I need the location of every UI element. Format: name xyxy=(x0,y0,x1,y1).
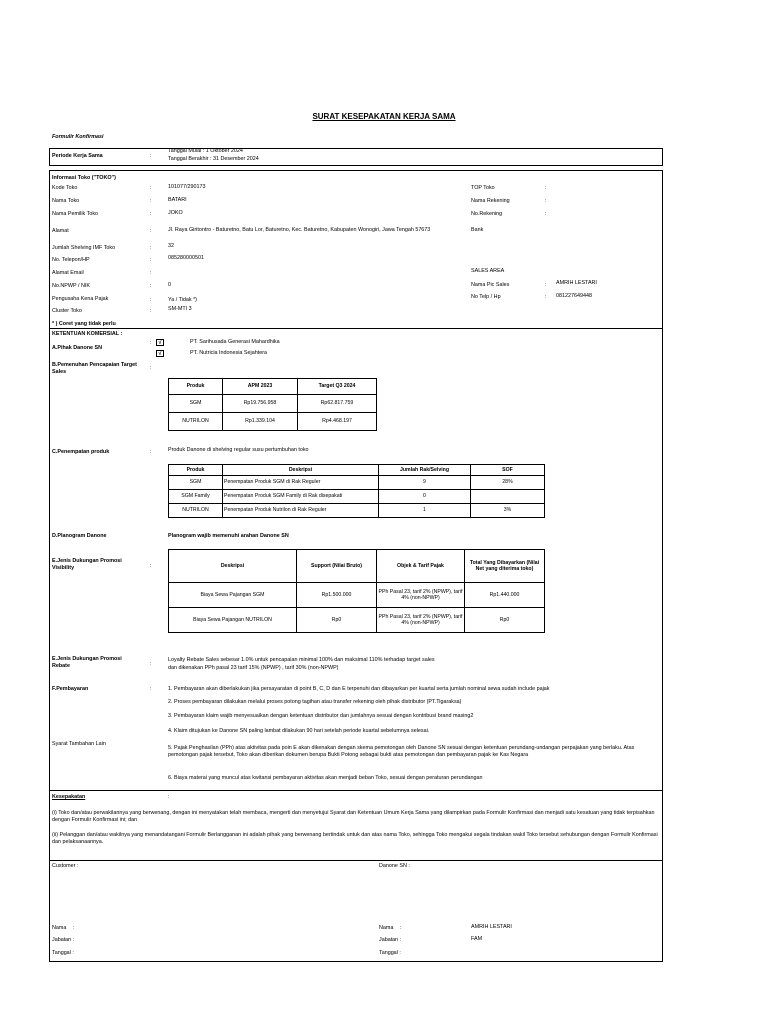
colon: : xyxy=(150,449,152,455)
colon: : xyxy=(150,198,152,204)
payment-item: 3. Pembayaran klaim wajib menyesuaikan dengan ketentuan distributor dan jumlahnya sesuai dengan kontribusi brand masing2 xyxy=(168,713,474,719)
table-cell: 3% xyxy=(471,504,545,518)
planogram-label: D.Planogram Danone xyxy=(52,533,107,539)
store-code: 101077/290173 xyxy=(168,184,206,190)
store-field-label: Jumlah Shelving IMF Toko xyxy=(52,245,116,251)
colon: : xyxy=(150,297,152,303)
table-cell: SGM xyxy=(169,395,223,413)
colon: : xyxy=(545,198,547,204)
store-header: Informasi Toko ("TOKO") xyxy=(52,175,116,181)
store-phone: 085280000501 xyxy=(168,255,204,261)
colon: : xyxy=(150,340,152,346)
colon: : xyxy=(150,257,152,263)
table-header: Deskripsi xyxy=(169,550,297,583)
colon: : xyxy=(150,185,152,191)
table-header: APM 2023 xyxy=(223,379,298,395)
table-cell: Biaya Sewa Pajangan SGM xyxy=(169,583,297,608)
position-label: Jabatan : xyxy=(379,937,402,943)
rebate-desc-line: dan dikenakan PPh pasal 23 tarif 15% (NPWP) , tarif 30% (non-NPWP) xyxy=(168,665,339,671)
top-label: TOP Toko xyxy=(471,185,495,191)
divider xyxy=(49,860,663,861)
agreement-label: Kesepakatan xyxy=(52,794,86,800)
party-name: PT. Nutricia Indonesia Sejahtera xyxy=(190,350,268,356)
table-cell: Penempatan Produk SGM Family di Rak disepakati xyxy=(223,490,379,504)
date-label: Tanggal : xyxy=(52,950,74,956)
table-cell: Biaya Sewa Pajangan NUTRILON xyxy=(169,608,297,633)
divider xyxy=(49,328,663,329)
colon: : xyxy=(73,925,75,931)
colon: : xyxy=(545,282,547,288)
sales-area-header: SALES AREA xyxy=(471,268,505,274)
payment-item: 4. Klaim ditujukan ke Danone SN paling lambat dilakukan 90 hari setelah periode kuartal sebelumnya selesai. xyxy=(168,728,430,734)
table-cell: NUTRILON xyxy=(169,504,223,518)
store-field-label: Alamat xyxy=(52,228,69,234)
colon: : xyxy=(150,270,152,276)
checkbox[interactable]: √ xyxy=(156,339,164,346)
table-cell: Rp4.468.197 xyxy=(298,413,377,431)
name-label: Nama xyxy=(379,925,394,931)
table-cell: Penempatan Produk Nutrilon di Rak Reguler xyxy=(223,504,379,518)
placement-desc: Produk Danone di shelving regular susu pertumbuhan toko xyxy=(168,447,309,453)
form-label: Formulir Konfirmasi xyxy=(52,134,104,140)
customer-label: Customer : xyxy=(52,863,79,869)
rebate-label: E.Jenis Dukungan Promosi Rebate xyxy=(52,656,122,669)
sales-phone-label: No Telp / Hp xyxy=(471,294,501,300)
store-field-label: No. Telepon/HP xyxy=(52,257,90,263)
table-header: Target Q3 2024 xyxy=(298,379,377,395)
table-cell: Rp1.339.104 xyxy=(223,413,298,431)
table-cell: 0 xyxy=(379,490,471,504)
sales-phone-value: 081227649448 xyxy=(556,293,592,299)
document-title: SURAT KESEPAKATAN KERJA SAMA xyxy=(312,112,456,121)
table-header: Objek & Tarif Pajak xyxy=(377,550,465,583)
period-start: Tanggal Mulai : 1 Oktober 2024 xyxy=(168,148,243,154)
store-shelving: 32 xyxy=(168,243,174,249)
date-label: Tanggal : xyxy=(379,950,401,956)
table-cell: Rp0 xyxy=(465,608,545,633)
payment-item: 6. Biaya materai yang muncul atas kwitansi pembayaran aktivitas akan menjadi beban Toko, sesuai dengan peraturan perundangan xyxy=(168,775,483,781)
colon: : xyxy=(150,153,152,159)
planogram-desc: Planogram wajib memenuhi arahan Danone SN xyxy=(168,533,289,539)
store-pkp: Ya / Tidak *) xyxy=(168,297,197,303)
agreement-item: (ii) Pelanggan dan/atau wakilnya yang menandatangani Formulir Berlangganan ini adalah pihak yang berwenang bertindak untuk dan atas nama Toko, sehingga Toko mengakui segala tindakan wakil Toko tersebut sehubungan dengan Formulir Konfirmasi dan pelaksanaannya. xyxy=(52,832,658,845)
visibility-label: E.Jenis Dukungan Promosi Visibility xyxy=(52,558,122,571)
store-address: Jl. Raya Giritontro - Baturetno, Batu Lor, Baturetno, Kec. Baturetno, Kabupaten Wonogiri, Jawa Tengah 57673 xyxy=(168,227,431,233)
bank-label: Bank xyxy=(471,227,484,233)
table-cell: Rp1.440.000 xyxy=(465,583,545,608)
table-header: Support (Nilai Bruto) xyxy=(297,550,377,583)
table-cell xyxy=(471,490,545,504)
colon: : xyxy=(150,686,152,692)
colon: : xyxy=(150,308,152,314)
table-cell: Rp1.500.000 xyxy=(297,583,377,608)
agreement-item: (i) Toko dan/atau perwakilannya yang berwenang, dengan ini menyatakan telah membaca, mengerti dan menyetujui Syarat dan Ketentuan Umum Kerja Sama yang dilampirkan pada Formulir Konfirmasi dan menjadi satu kesatuan yang tidak terpisahkan dengan Formulir Konfirmasi ini; dan xyxy=(52,810,655,823)
table-cell: Rp19.756.958 xyxy=(223,395,298,413)
colon: : xyxy=(150,245,152,251)
name-label: Nama xyxy=(52,925,67,931)
table-cell: 28% xyxy=(471,476,545,490)
store-note: * ) Coret yang tidak perlu xyxy=(52,321,116,327)
sales-pic-label: Nama Pic Sales xyxy=(471,282,510,288)
table-cell: Penempatan Produk SGM di Rak Reguler xyxy=(223,476,379,490)
account-number-label: No.Rekening xyxy=(471,211,503,217)
colon: : xyxy=(150,563,152,569)
table-cell: 9 xyxy=(379,476,471,490)
table-header: SOF xyxy=(471,465,545,476)
target-table xyxy=(168,378,377,431)
checkbox[interactable]: √ xyxy=(156,350,164,357)
period-label: Periode Kerja Sama xyxy=(52,153,103,159)
party-label: A.Pihak Danone SN xyxy=(52,345,103,351)
table-cell: Rp0 xyxy=(297,608,377,633)
placement-table xyxy=(168,464,545,518)
store-field-label: Nama Pemilik Toko xyxy=(52,211,99,217)
placement-label: C.Penempatan produk xyxy=(52,449,110,455)
payment-item: 1. Pembayaran akan diberlakukan jika persayaratan di point B, C, D dan E terpenuhi dan dibayarkan per kuartal serta jumlah nominal sewa sudah include pajak xyxy=(168,686,550,692)
colon: : xyxy=(150,211,152,217)
target-label: B.Pemenuhan Pencapaian Target Sales xyxy=(52,362,137,375)
table-header: Produk xyxy=(169,379,223,395)
store-cluster: SM-MTI 3 xyxy=(168,306,192,312)
signer-name: AMRIH LESTARI xyxy=(471,924,512,930)
payment-label: F.Pembayaran xyxy=(52,686,89,692)
colon: : xyxy=(150,365,152,371)
position-label: Jabatan : xyxy=(52,937,75,943)
colon: : xyxy=(545,185,547,191)
store-name: BATARI xyxy=(168,197,187,203)
store-owner: JOKO xyxy=(168,210,183,216)
table-cell: 1 xyxy=(379,504,471,518)
divider xyxy=(49,790,663,791)
store-field-label: No.NPWP / NIK xyxy=(52,283,90,289)
rebate-desc-line: Loyalty Rebate Sales sebesar 1.0% untuk pencapaian minimal 100% dan maksimal 110% terhadap target sales xyxy=(168,657,435,663)
table-cell: SGM Family xyxy=(169,490,223,504)
table-header: Deskripsi xyxy=(223,465,379,476)
colon: : xyxy=(168,794,170,800)
table-cell: SGM xyxy=(169,476,223,490)
period-section xyxy=(49,148,663,166)
store-field-label: Cluster Toko xyxy=(52,308,82,314)
table-header: Jumlah Rak/Selving xyxy=(379,465,471,476)
payment-item: 5. Pajak Penghasilan (PPh) atas aktivitas pada poin E akan dikenakan dengan skema pemotongan oleh Danone SN sesuai dengan ketentuan perundang-undangan perpajakan yang berlaku. Atas pemotongan pajak tersebut, Toko akan diberikan dokumen berupa Bukti Potong sebagai bukti atas pemotongan dan pembayaran pajak ke Kas Negara xyxy=(168,745,635,758)
period-end: Tanggal Berakhir : 31 Desember 2024 xyxy=(168,156,259,162)
store-npwp: 0 xyxy=(168,282,171,288)
colon: : xyxy=(545,294,547,300)
payment-item: 2. Proses pembayaran dilakukan melalui proses potong tagihan atau transfer rekening oleh pihak distributor (PT.Tigaraksa) xyxy=(168,699,462,705)
danone-label: Danone SN : xyxy=(379,863,410,869)
table-cell: PPh Pasal 23, tarif 2% (NPWP), tarif 4% (non-NPWP) xyxy=(377,583,465,608)
table-header: Produk xyxy=(169,465,223,476)
signer-position: FAM xyxy=(471,936,483,942)
visibility-table xyxy=(168,549,545,633)
store-field-label: Nama Toko xyxy=(52,198,80,204)
store-field-label: Pengusaha Kena Pajak xyxy=(52,296,109,302)
colon: : xyxy=(545,211,547,217)
commercial-header: KETENTUAN KOMERSIAL : xyxy=(52,331,123,337)
store-field-label: Kode Toko xyxy=(52,185,78,191)
colon: : xyxy=(400,925,402,931)
sales-pic-value: AMRIH LESTARI xyxy=(556,280,597,286)
store-field-label: Alamat Email xyxy=(52,270,84,276)
table-cell: PPh Pasal 23, tarif 2% (NPWP), tarif 4% (non-NPWP) xyxy=(377,608,465,633)
table-cell: Rp62.817.759 xyxy=(298,395,377,413)
colon: : xyxy=(150,228,152,234)
table-header: Total Yang Dibayarkan (Nilai Net yang diterima toko) xyxy=(465,550,545,583)
colon: : xyxy=(150,283,152,289)
extra-terms-label: Syarat Tambahan Lain xyxy=(52,741,106,747)
account-name-label: Nama Rekening xyxy=(471,198,510,204)
table-cell: NUTRILON xyxy=(169,413,223,431)
party-name: PT. Sarihusada Generasi Mahardhika xyxy=(190,339,280,345)
colon: : xyxy=(150,661,152,667)
